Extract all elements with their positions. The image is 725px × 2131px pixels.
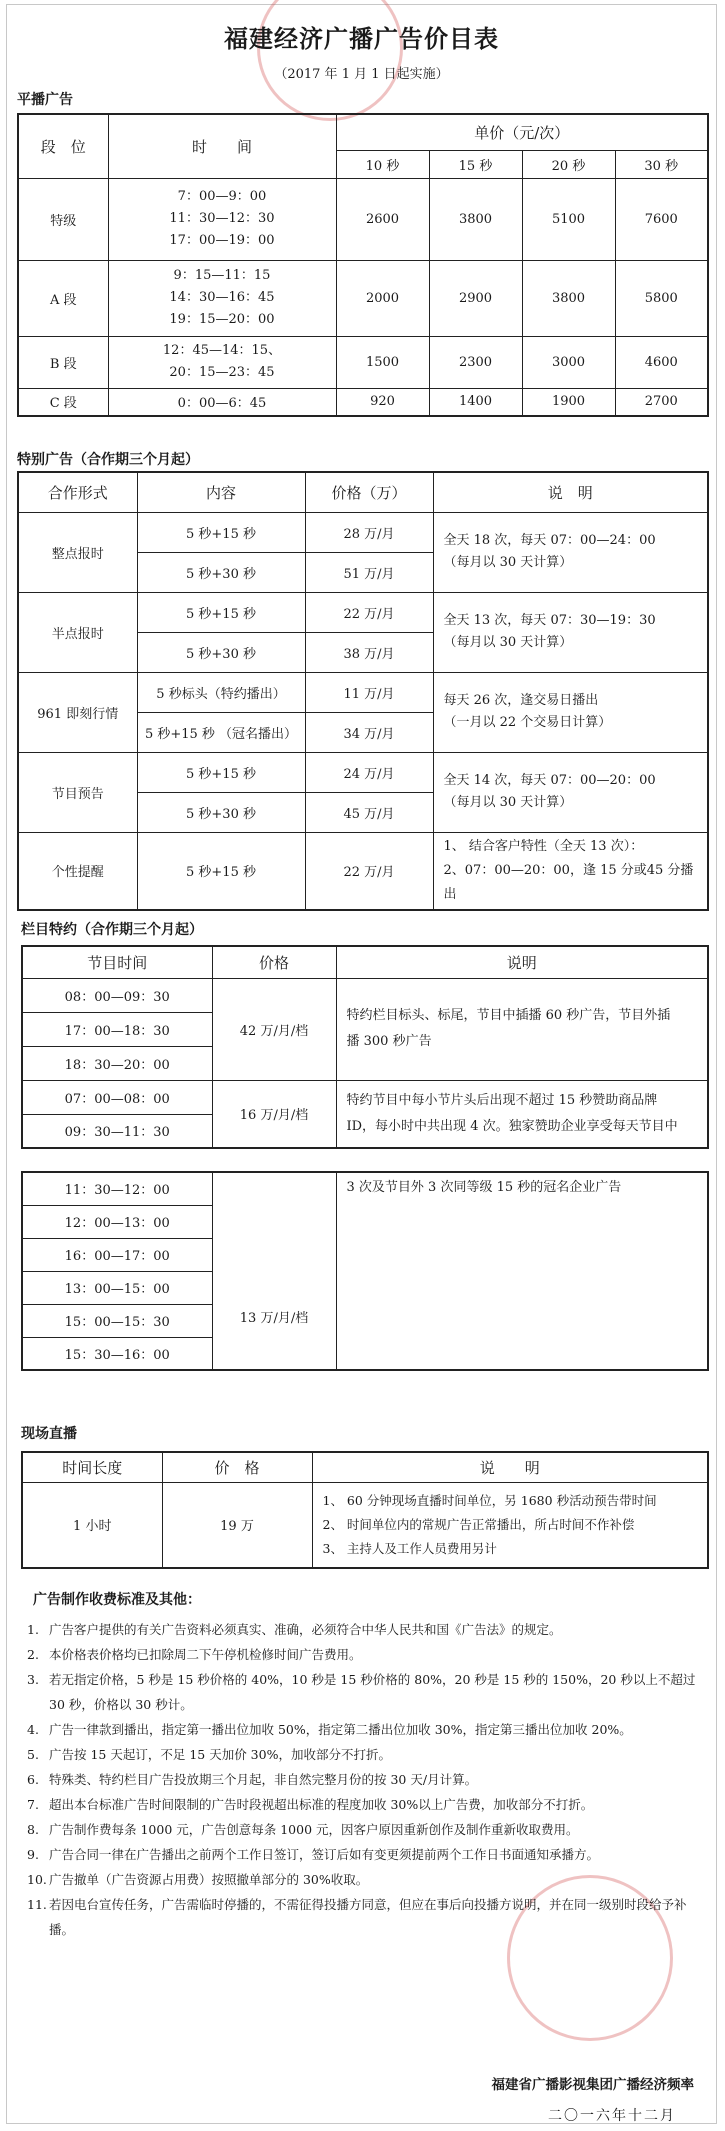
header-program-time: 节目时间	[22, 946, 212, 978]
desc-line: ID，每小时中共出现 4 次。独家赞助企业享受每天节目中	[346, 1118, 678, 1134]
list-item	[27, 1892, 707, 1942]
desc-line: 全天 14 次，每天 07：00—20：00	[443, 773, 656, 788]
note-text: 广告客户提供的有关广告资料必须真实、准确，必须符合中华人民共和国《广告法》的规定。	[49, 1622, 562, 1637]
ad-content: 5 秒+30 秒	[137, 632, 305, 672]
time-range: 20：15—23：45	[169, 365, 275, 380]
program-desc	[336, 1172, 708, 1370]
price-cell: 3800	[429, 178, 522, 260]
ad-price: 45 万/月	[305, 792, 433, 832]
desc-line: 1、 结合客户特性（全天 13 次）：	[443, 838, 644, 854]
list-item	[27, 1867, 707, 1892]
column-sponsor-table-2	[21, 1171, 709, 1371]
note-number: 1.	[27, 1622, 39, 1637]
note-text: 特殊类、特约栏目广告投放期三个月起，非自然完整月份的按 30 天/月计算。	[49, 1772, 478, 1787]
desc-line: 特约栏目标头、标尾，节目中插播 60 秒广告，节目外插	[346, 1008, 671, 1023]
header-duration: 15 秒	[429, 150, 522, 178]
desc-line: 出	[443, 886, 457, 902]
effective-date: （2017 年 1 月 1 日起实施）	[274, 67, 449, 82]
ad-price: 38 万/月	[305, 632, 433, 672]
program-time: 15：30—16：00	[22, 1337, 212, 1370]
price-cell: 3000	[522, 336, 615, 388]
note-number: 6.	[27, 1772, 39, 1787]
list-item	[27, 1817, 707, 1842]
ad-content: 5 秒+30 秒	[137, 552, 305, 592]
ad-form: 个性提醒	[18, 832, 137, 910]
price-cell: 1500	[336, 336, 429, 388]
desc-line: 全天 18 次，每天 07：00—24：00	[443, 533, 656, 548]
price-cell: 5800	[615, 260, 708, 336]
table-row	[18, 832, 708, 910]
table-row	[18, 178, 708, 260]
list-item	[27, 1842, 707, 1867]
section-title-column: 栏目特约（合作期三个月起）	[21, 922, 203, 938]
ad-content: 5 秒+15 秒 （冠名播出）	[137, 712, 305, 752]
desc-line: （每月以 30 天计算）	[443, 555, 573, 570]
ad-price: 22 万/月	[305, 592, 433, 632]
desc-line: 播 300 秒广告	[346, 1034, 432, 1049]
program-desc	[336, 978, 708, 1080]
ad-price: 51 万/月	[305, 552, 433, 592]
desc-line: 每天 26 次，逢交易日播出	[443, 693, 599, 708]
price-cell: 7600	[615, 178, 708, 260]
header-price: 价格	[212, 946, 336, 978]
ad-content: 5 秒标头（特约播出）	[137, 672, 305, 712]
header-content: 内容	[137, 472, 305, 512]
desc-line: 3 次及节目外 3 次同等级 15 秒的冠名企业广告	[346, 1180, 622, 1195]
table-row	[18, 592, 708, 632]
program-price: 42 万/月/档	[212, 978, 336, 1080]
header-duration: 20 秒	[522, 150, 615, 178]
time-range: 9：15—11：15	[173, 268, 271, 283]
table-row	[18, 672, 708, 712]
note-text: 广告撤单（广告资源占用费）按照撤单部分的 30%收取。	[49, 1872, 369, 1887]
price-cell: 920	[336, 388, 429, 416]
note-text: 超出本台标准广告时间限制的广告时段视超出标准的程度加收 30%以上广告费，加收部分不打折。	[49, 1797, 594, 1812]
time-range: 19：15—20：00	[169, 312, 275, 327]
time-range: 17：00—19：00	[169, 233, 275, 248]
note-text: 广告合同一律在广告播出之前两个工作日签订，签订后如有变更须提前两个工作日书面通知承播方。	[49, 1847, 600, 1862]
table-row	[18, 388, 708, 416]
price-cell: 2900	[429, 260, 522, 336]
price-cell: 2600	[336, 178, 429, 260]
ad-content: 5 秒+15 秒	[137, 512, 305, 552]
section-title-live: 现场直播	[21, 1426, 77, 1442]
desc-line: 2、 时间单位内的常规广告正常播出，所占时间不作补偿	[322, 1516, 635, 1532]
time-ranges	[108, 260, 336, 336]
list-item	[27, 1617, 707, 1642]
program-price: 13 万/月/档	[212, 1172, 336, 1370]
program-desc	[336, 1080, 708, 1148]
desc-line: 2、07：00—20：00，逢 15 分或45 分播	[443, 862, 694, 878]
time-range: 11：30—12：30	[169, 211, 275, 226]
program-time: 11：30—12：00	[22, 1172, 212, 1205]
time-range: 12：45—14：15、	[162, 343, 282, 358]
time-ranges	[108, 336, 336, 388]
header-desc: 说 明	[312, 1452, 708, 1482]
desc-line: （每月以 30 天计算）	[443, 635, 573, 650]
header-slot: 段 位	[18, 114, 108, 178]
desc-line: （一月以 22 个交易日计算）	[443, 715, 612, 730]
note-text: 广告按 15 天起订，不足 15 天加价 30%，加收部分不打折。	[49, 1747, 391, 1762]
header-desc: 说 明	[433, 472, 708, 512]
header-unit-price: 单价（元/次）	[336, 114, 708, 150]
note-text: 广告一律款到播出，指定第一播出位加收 50%，指定第二播出位加收 30%，指定第三播出位加收 20%。	[49, 1722, 632, 1737]
table-row	[18, 336, 708, 388]
table-row	[18, 752, 708, 792]
ad-desc	[433, 512, 708, 592]
slot-name: 特级	[18, 178, 108, 260]
program-time: 13：00—15：00	[22, 1271, 212, 1304]
live-desc	[312, 1482, 708, 1568]
live-price: 19 万	[162, 1482, 312, 1568]
program-time: 07：00—08：00	[22, 1080, 212, 1114]
ad-content: 5 秒+30 秒	[137, 792, 305, 832]
ad-price: 34 万/月	[305, 712, 433, 752]
special-ads-table	[17, 471, 709, 911]
ad-form: 961 即刻行情	[18, 672, 137, 752]
price-cell: 2700	[615, 388, 708, 416]
note-text: 广告制作费每条 1000 元，广告创意每条 1000 元，因客户原因重新创作及制作重新收取费用。	[49, 1822, 579, 1837]
ad-price: 22 万/月	[305, 832, 433, 910]
price-cell: 4600	[615, 336, 708, 388]
table-row	[18, 512, 708, 552]
desc-line: 全天 13 次，每天 07：30—19：30	[443, 613, 656, 628]
program-price: 16 万/月/档	[212, 1080, 336, 1148]
ad-price: 28 万/月	[305, 512, 433, 552]
ad-price: 24 万/月	[305, 752, 433, 792]
desc-line: 1、 60 分钟现场直播时间单位，另 1680 秒活动预告带时间	[322, 1492, 657, 1508]
price-cell: 1400	[429, 388, 522, 416]
notes-title: 广告制作收费标准及其他：	[33, 1592, 201, 1608]
price-cell: 1900	[522, 388, 615, 416]
header-price: 价 格	[162, 1452, 312, 1482]
ad-content: 5 秒+15 秒	[137, 752, 305, 792]
regular-price-table	[17, 113, 709, 417]
slot-name: C 段	[18, 388, 108, 416]
price-cell: 3800	[522, 260, 615, 336]
ad-content: 5 秒+15 秒	[137, 592, 305, 632]
header-duration: 30 秒	[615, 150, 708, 178]
note-number: 2.	[27, 1647, 39, 1662]
header-form: 合作形式	[18, 472, 137, 512]
list-item	[27, 1642, 707, 1667]
ad-desc	[433, 752, 708, 832]
note-text: 本价格表价格均已扣除周二下午停机检修时间广告费用。	[49, 1647, 362, 1662]
ad-form: 整点报时	[18, 512, 137, 592]
note-number: 5.	[27, 1747, 39, 1762]
desc-line: （每月以 30 天计算）	[443, 795, 573, 810]
table-row	[22, 1172, 708, 1205]
list-item	[27, 1767, 707, 1792]
table-row	[22, 978, 708, 1012]
price-cell: 5100	[522, 178, 615, 260]
ad-content: 5 秒+15 秒	[137, 832, 305, 910]
note-number: 10.	[27, 1872, 47, 1887]
ad-form: 节目预告	[18, 752, 137, 832]
live-broadcast-table	[21, 1451, 709, 1569]
price-list-page	[6, 4, 717, 2124]
time-ranges	[108, 178, 336, 260]
note-number: 11.	[27, 1897, 47, 1912]
list-item	[27, 1742, 707, 1767]
program-time: 09：30—11：30	[22, 1114, 212, 1148]
header-desc: 说明	[336, 946, 708, 978]
header-duration: 10 秒	[336, 150, 429, 178]
slot-name: A 段	[18, 260, 108, 336]
live-duration: 1 小时	[22, 1482, 162, 1568]
table-row	[22, 1080, 708, 1114]
list-item	[27, 1667, 707, 1717]
ad-desc	[433, 672, 708, 752]
program-time: 15：00—15：30	[22, 1304, 212, 1337]
desc-line: 3、 主持人及工作人员费用另计	[322, 1540, 497, 1556]
program-time: 17：00—18：30	[22, 1012, 212, 1046]
header-price: 价格（万）	[305, 472, 433, 512]
slot-name: B 段	[18, 336, 108, 388]
notes-list	[27, 1617, 707, 1942]
list-item	[27, 1717, 707, 1742]
time-range: 7：00—9：00	[177, 189, 267, 204]
program-time: 16：00—17：00	[22, 1238, 212, 1271]
table-row	[18, 260, 708, 336]
note-number: 3.	[27, 1672, 39, 1687]
ad-form: 半点报时	[18, 592, 137, 672]
price-cell: 2300	[429, 336, 522, 388]
note-number: 8.	[27, 1822, 39, 1837]
program-time: 18：30—20：00	[22, 1046, 212, 1080]
ad-price: 11 万/月	[305, 672, 433, 712]
issue-date: 二〇一六年十二月	[548, 2108, 676, 2124]
note-number: 9.	[27, 1847, 39, 1862]
issuer-name: 福建省广播影视集团广播经济频率	[491, 2077, 694, 2093]
note-number: 7.	[27, 1797, 39, 1812]
section-title-regular: 平播广告	[17, 92, 73, 108]
page-title: 福建经济广播广告价目表	[224, 25, 499, 53]
table-row	[22, 1482, 708, 1568]
note-number: 4.	[27, 1722, 39, 1737]
time-range: 0：00—6：45	[108, 388, 336, 416]
note-text: 若因电台宣传任务，广告需临时停播的，不需征得投播方同意，但应在事后向投播方说明，并在同一级别时段给予补播。	[49, 1897, 687, 1937]
program-time: 12：00—13：00	[22, 1205, 212, 1238]
list-item	[27, 1792, 707, 1817]
header-duration: 时间长度	[22, 1452, 162, 1482]
header-time: 时 间	[108, 114, 336, 178]
price-cell: 2000	[336, 260, 429, 336]
program-time: 08：00—09：30	[22, 978, 212, 1012]
ad-desc	[433, 832, 708, 910]
section-title-special: 特别广告（合作期三个月起）	[17, 452, 199, 468]
column-sponsor-table-1	[21, 945, 709, 1149]
ad-desc	[433, 592, 708, 672]
desc-line: 特约节目中每小节片头后出现不超过 15 秒赞助商品牌	[346, 1092, 658, 1108]
time-range: 14：30—16：45	[169, 290, 275, 305]
note-text: 若无指定价格，5 秒是 15 秒价格的 40%，10 秒是 15 秒价格的 80%，20 秒是 15 秒的 150%，20 秒以上不超过 30 秒，价格以 30 秒计。	[49, 1672, 696, 1712]
